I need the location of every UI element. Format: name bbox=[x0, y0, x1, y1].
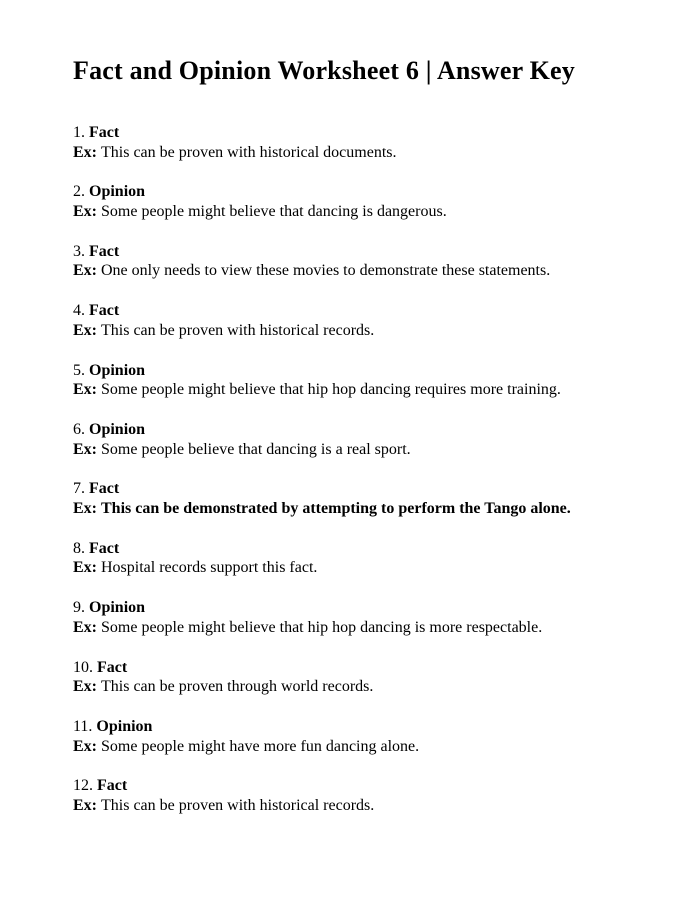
ex-label: Ex: bbox=[73, 203, 97, 220]
answer-label: Fact bbox=[89, 480, 120, 498]
answer-line bbox=[73, 420, 628, 440]
answer-line bbox=[73, 361, 628, 381]
example-line bbox=[73, 796, 628, 816]
item-number: 11. bbox=[73, 717, 93, 735]
item-number: 1. bbox=[73, 123, 85, 141]
example-line bbox=[73, 618, 628, 638]
example-line bbox=[73, 558, 628, 578]
example-line bbox=[73, 380, 628, 400]
ex-label: Ex: bbox=[73, 559, 97, 577]
example-text: This can be proven through world records. bbox=[101, 678, 374, 696]
example-line bbox=[73, 202, 628, 222]
example-text: One only needs to view these movies to demonstrate these statements. bbox=[101, 262, 551, 280]
example-line bbox=[73, 143, 628, 163]
answer-item bbox=[73, 242, 628, 281]
example-line bbox=[73, 261, 628, 281]
answer-line bbox=[73, 717, 628, 737]
example-text: Some people believe that dancing is a real sport. bbox=[101, 440, 411, 458]
answer-item bbox=[73, 479, 628, 518]
ex-label: Ex: bbox=[73, 321, 97, 339]
example-text: This can be proven with historical records. bbox=[101, 797, 375, 815]
ex-label: Ex: bbox=[73, 500, 97, 518]
answer-label: Opinion bbox=[89, 599, 146, 617]
ex-label: Ex: bbox=[73, 797, 97, 815]
example-text: Some people might believe that dancing is dangerous. bbox=[101, 203, 447, 220]
answer-label: Fact bbox=[89, 123, 120, 141]
item-number: 12. bbox=[73, 777, 93, 795]
answer-item bbox=[73, 776, 628, 815]
example-text: This can be demonstrated by attempting to perform the Tango alone. bbox=[101, 500, 571, 518]
answer-line bbox=[73, 182, 628, 202]
answer-label: Opinion bbox=[96, 717, 153, 735]
item-number: 3. bbox=[73, 242, 85, 260]
example-line bbox=[73, 321, 628, 341]
answer-item bbox=[73, 361, 628, 400]
example-text: Some people might have more fun dancing alone. bbox=[101, 737, 420, 755]
answer-label: Fact bbox=[89, 302, 120, 320]
ex-label: Ex: bbox=[73, 381, 97, 399]
answer-line bbox=[73, 598, 628, 618]
answer-label: Fact bbox=[97, 777, 128, 795]
example-line bbox=[73, 737, 628, 757]
answer-item bbox=[73, 123, 628, 162]
answer-line bbox=[73, 776, 628, 796]
answer-item bbox=[73, 182, 628, 221]
ex-label: Ex: bbox=[73, 143, 97, 161]
ex-label: Ex: bbox=[73, 618, 97, 636]
example-line bbox=[73, 440, 628, 460]
ex-label: Ex: bbox=[73, 262, 97, 280]
ex-label: Ex: bbox=[73, 440, 97, 458]
example-text: Some people might believe that hip hop dancing is more respectable. bbox=[101, 618, 543, 636]
example-text: This can be proven with historical documents. bbox=[101, 143, 397, 161]
answer-line bbox=[73, 242, 628, 262]
answer-item bbox=[73, 717, 628, 756]
answer-label: Fact bbox=[89, 242, 120, 260]
example-text: Some people might believe that hip hop dancing requires more training. bbox=[101, 381, 561, 399]
answer-item bbox=[73, 301, 628, 340]
item-number: 6. bbox=[73, 420, 85, 438]
answer-line bbox=[73, 658, 628, 678]
ex-label: Ex: bbox=[73, 678, 97, 696]
answer-label: Fact bbox=[89, 539, 120, 557]
example-text: This can be proven with historical records. bbox=[101, 321, 375, 339]
page-title: Fact and Opinion Worksheet 6 | Answer Key bbox=[73, 56, 575, 85]
answer-label: Opinion bbox=[89, 183, 146, 201]
item-number: 2. bbox=[73, 183, 85, 201]
example-line bbox=[73, 677, 628, 697]
item-number: 10. bbox=[73, 658, 93, 676]
answer-label: Opinion bbox=[89, 361, 146, 379]
item-number: 8. bbox=[73, 539, 85, 557]
answer-label: Fact bbox=[97, 658, 128, 676]
ex-label: Ex: bbox=[73, 737, 97, 755]
example-text: Hospital records support this fact. bbox=[101, 559, 318, 577]
answer-list bbox=[73, 123, 628, 816]
answer-item bbox=[73, 539, 628, 578]
answer-item bbox=[73, 598, 628, 637]
answer-item bbox=[73, 658, 628, 697]
item-number: 5. bbox=[73, 361, 85, 379]
item-number: 9. bbox=[73, 599, 85, 617]
answer-line bbox=[73, 479, 628, 499]
item-number: 4. bbox=[73, 302, 85, 320]
answer-item bbox=[73, 420, 628, 459]
example-line bbox=[73, 499, 628, 519]
item-number: 7. bbox=[73, 480, 85, 498]
answer-line bbox=[73, 539, 628, 559]
answer-line bbox=[73, 123, 628, 143]
answer-line bbox=[73, 301, 628, 321]
answer-label: Opinion bbox=[89, 420, 146, 438]
